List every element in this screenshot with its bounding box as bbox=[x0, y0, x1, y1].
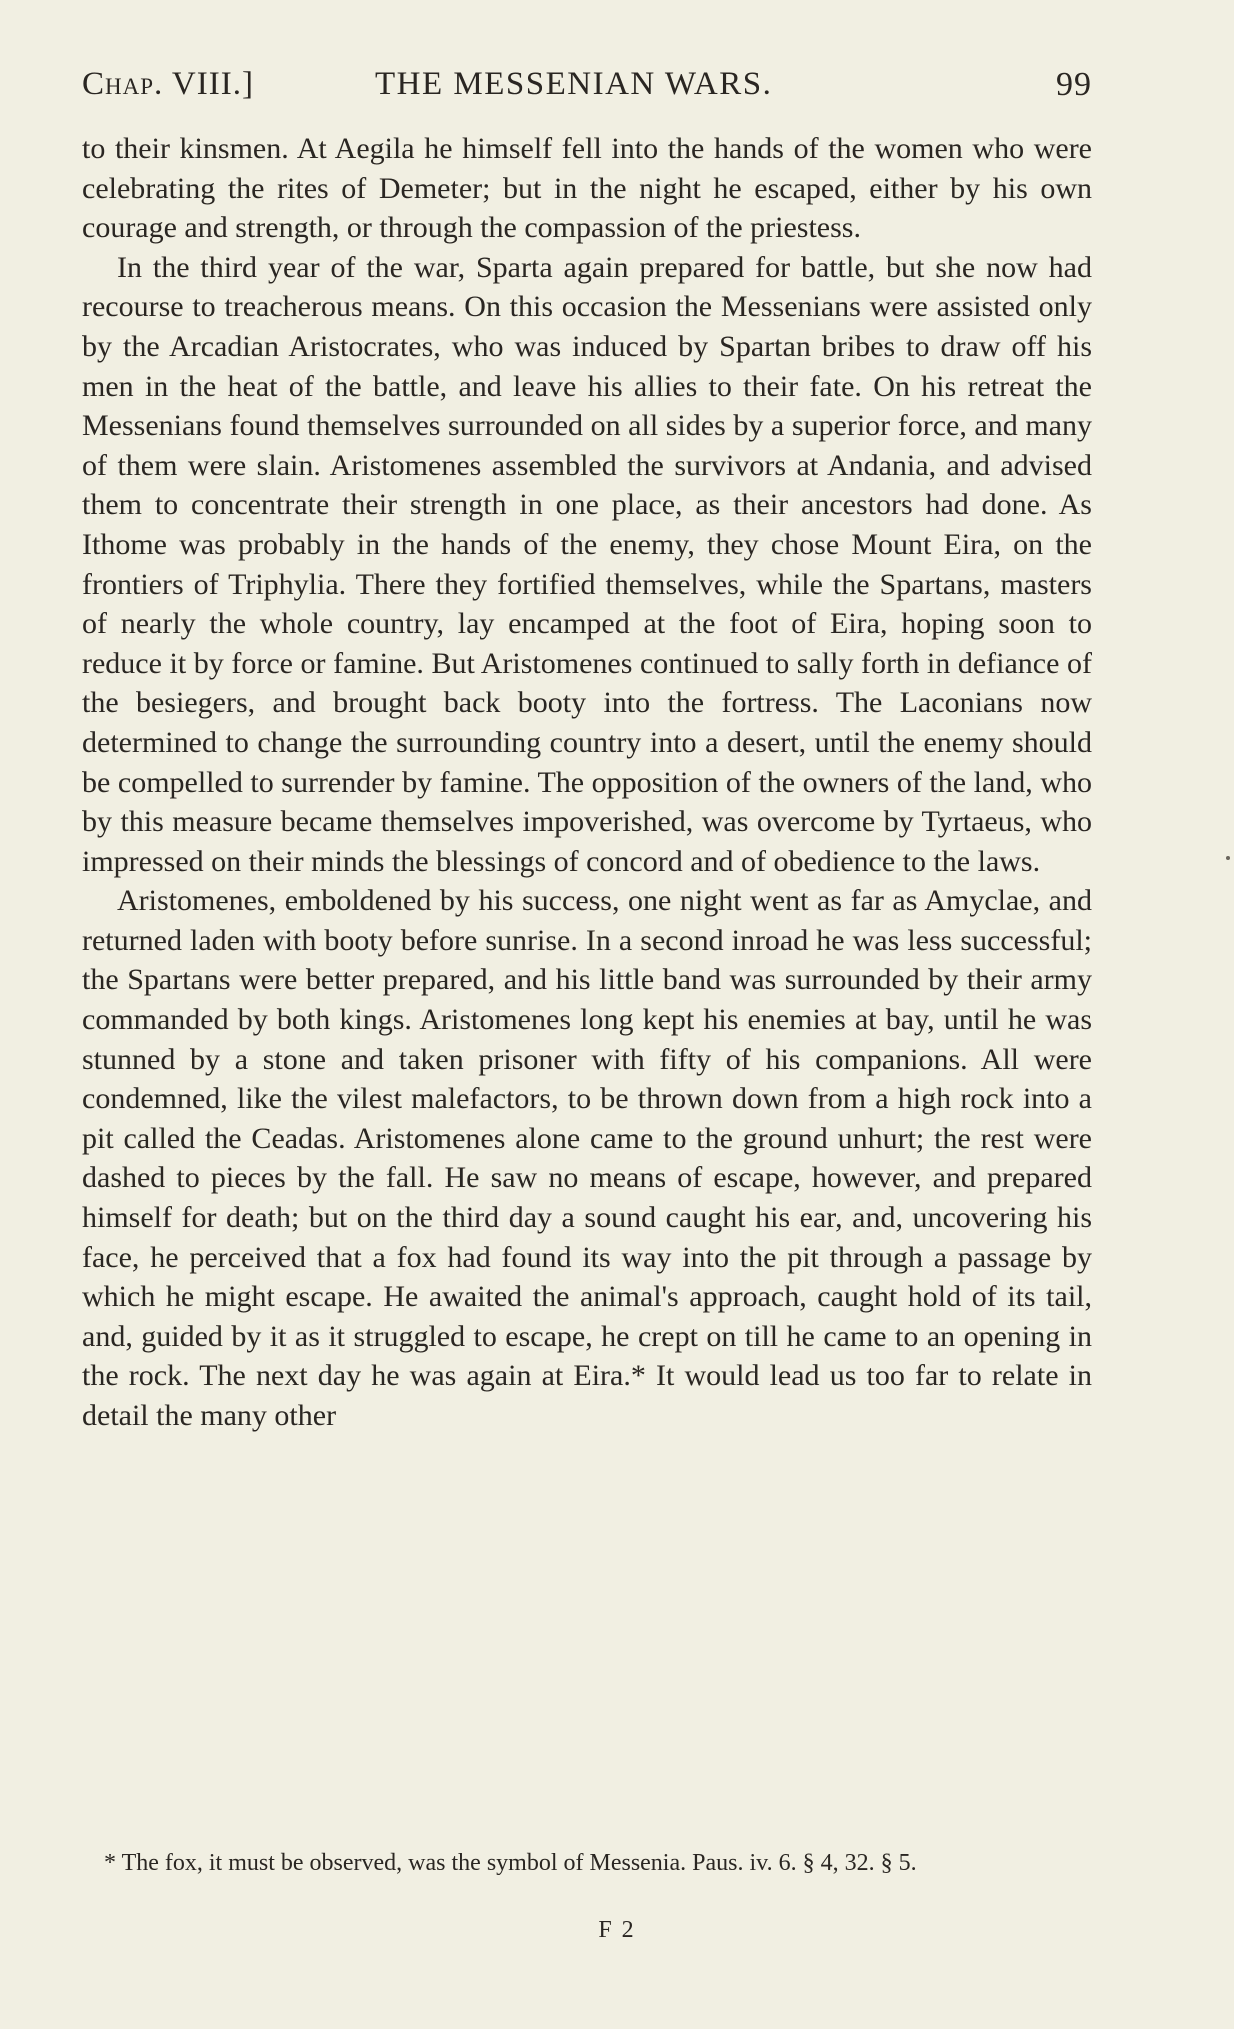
stray-ink-mark bbox=[1226, 856, 1230, 860]
chapter-label: Chap. VIII.] bbox=[82, 66, 254, 102]
paragraph-aristomenes: Aristomenes, emboldened by his success, one night went as far as Amyclae, and returned laden with booty before sunrise. In a second inroad he was less successful; the Spartans were better prepared, and his little band was surrounded by their army commanded by both kings. Aristomenes long kept his enemies at bay, until he was stunned by a stone and taken prisoner with fifty of his companions. All were condemned, like the vilest malefactors, to be thrown down from a high rock into a pit called the Ceadas. Aristomenes alone came to the ground unhurt; the rest were dashed to pieces by the fall. He saw no means of escape, however, and prepared himself for death; but on the third day a sound caught his ear, and, uncovering his face, he perceived that a fox had found its way into the pit through a passage by which he might escape. He awaited the animal's approach, caught hold of its tail, and, guided by it as it struggled to escape, he crept on till he came to an opening in the rock. The next day he was again at Eira.* It would lead us too far to relate in detail the many other bbox=[82, 884, 1092, 1432]
page-number: 99 bbox=[1056, 66, 1092, 103]
running-head bbox=[82, 58, 1092, 108]
body-text bbox=[82, 129, 1092, 1436]
printer-signature: F 2 bbox=[598, 1917, 636, 1943]
paragraph-continuation: to their kinsmen. At Aegila he himself fell into the hands of the women who were celebrating the rites of Demeter; but in the night he escaped, either by his own courage and strength, or through the compassion of the priestess. bbox=[82, 132, 1092, 245]
paragraph-third-year: In the third year of the war, Sparta again prepared for battle, but she now had recourse to treacherous means. On this occasion the Messenians were assisted only by the Arcadian Aristocrates, who was induced by Spartan bribes to draw off his men in the heat of the battle, and leave his allies to their fate. On his retreat the Messenians found themselves surrounded on all sides by a superior force, and many of them were slain. Aristomenes assembled the survivors at Andania, and advised them to concentrate their strength in one place, as their ancestors had done. As Ithome was probably in the hands of the enemy, they chose Mount Eira, on the frontiers of Triphylia. There they fortified themselves, while the Spartans, masters of nearly the whole country, lay encamped at the foot of Eira, hoping soon to reduce it by force or famine. But Aristomenes continued to sally forth in defiance of the besiegers, and brought back booty into the fortress. The Laconians now determined to change the surrounding country into a desert, until the enemy should be compelled to surrender by famine. The opposition of the owners of the land, who by this measure became themselves impoverished, was overcome by Tyrtaeus, who impressed on their minds the blessings of concord and of obedience to the laws. bbox=[82, 250, 1092, 878]
running-title: THE MESSENIAN WARS. bbox=[375, 66, 773, 102]
footnote: * The fox, it must be observed, was the symbol of Messenia. Paus. iv. 6. § 4, 32. § 5. bbox=[104, 1850, 917, 1876]
